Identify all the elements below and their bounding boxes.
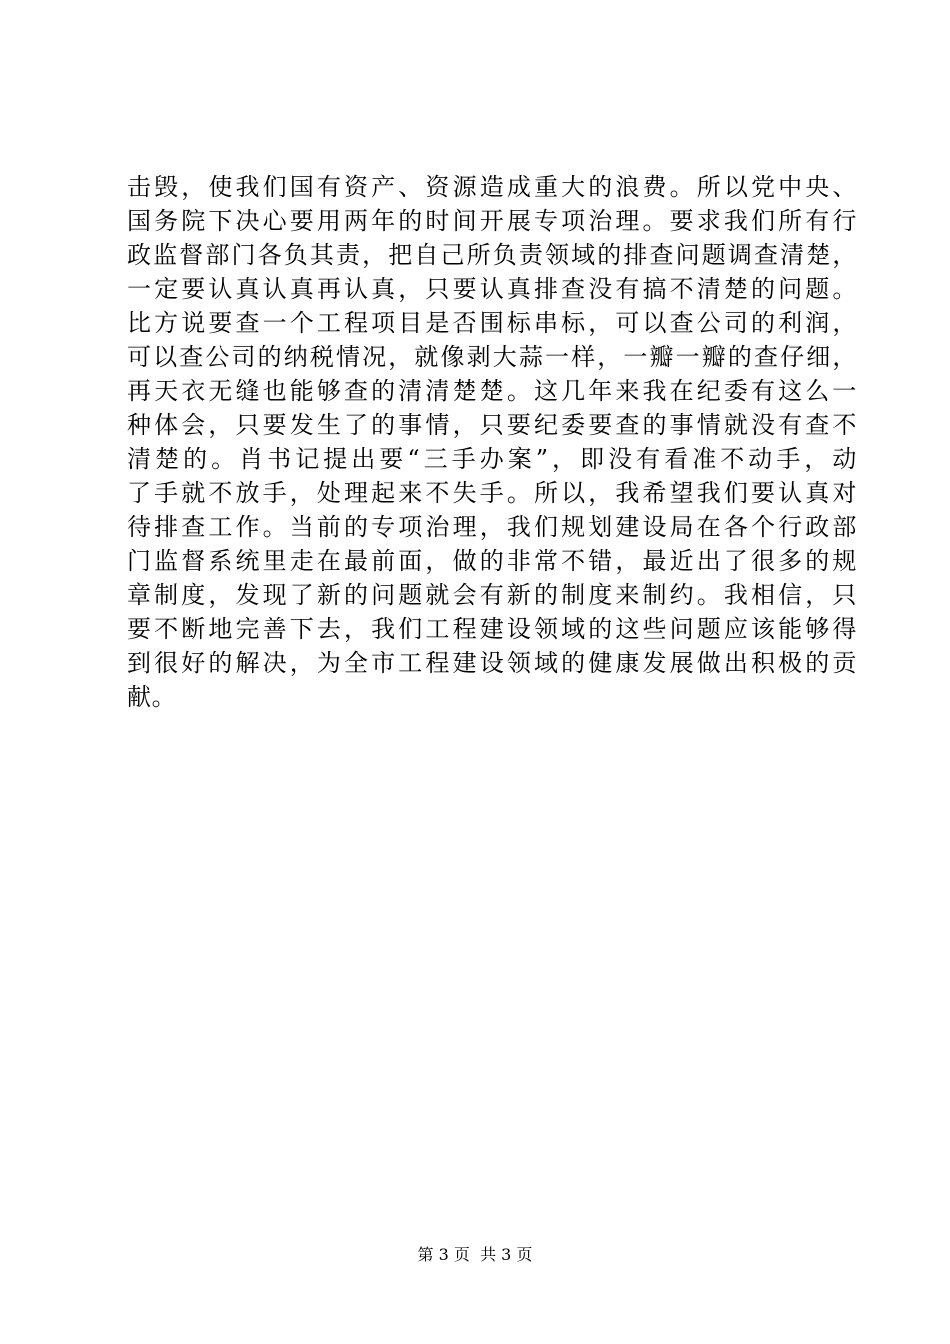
text-line: 到很好的解决，为全市工程建设领域的健康发展做出积极的贡 bbox=[127, 649, 857, 677]
text-line: 待排查工作。当前的专项治理，我们规划建设局在各个行政部 bbox=[127, 513, 857, 541]
text-line: 国务院下决心要用两年的时间开展专项治理。要求我们所有行 bbox=[127, 207, 857, 235]
page-number-footer: 第 3 页 共 3 页 bbox=[417, 1245, 533, 1264]
text-line: 门监督系统里走在最前面，做的非常不错，最近出了很多的规 bbox=[127, 547, 857, 575]
text-line: 可以查公司的纳税情况，就像剥大蒜一样，一瓣一瓣的查仔细， bbox=[127, 343, 857, 371]
text-line: 要不断地完善下去，我们工程建设领域的这些问题应该能够得 bbox=[127, 615, 857, 643]
body-paragraph bbox=[127, 170, 857, 714]
text-line: 比方说要查一个工程项目是否围标串标，可以查公司的利润， bbox=[127, 309, 857, 337]
text-line: 击毁，使我们国有资产、资源造成重大的浪费。所以党中央、 bbox=[127, 173, 857, 201]
text-line: 了手就不放手，处理起来不失手。所以，我希望我们要认真对 bbox=[127, 479, 857, 507]
text-line: 种体会，只要发生了的事情，只要纪委要查的事情就没有查不 bbox=[127, 411, 857, 439]
text-line: 一定要认真认真再认真，只要认真排查没有搞不清楚的问题。 bbox=[127, 275, 857, 303]
text-line: 清楚的。肖书记提出要“三手办案”，即没有看准不动手，动 bbox=[127, 445, 857, 473]
text-line: 再天衣无缝也能够查的清清楚楚。这几年来我在纪委有这么一 bbox=[127, 377, 857, 405]
text-line: 献。 bbox=[127, 683, 177, 711]
text-line: 政监督部门各负其责，把自己所负责领域的排查问题调查清楚， bbox=[127, 241, 857, 269]
text-line: 章制度，发现了新的问题就会有新的制度来制约。我相信，只 bbox=[127, 581, 857, 609]
